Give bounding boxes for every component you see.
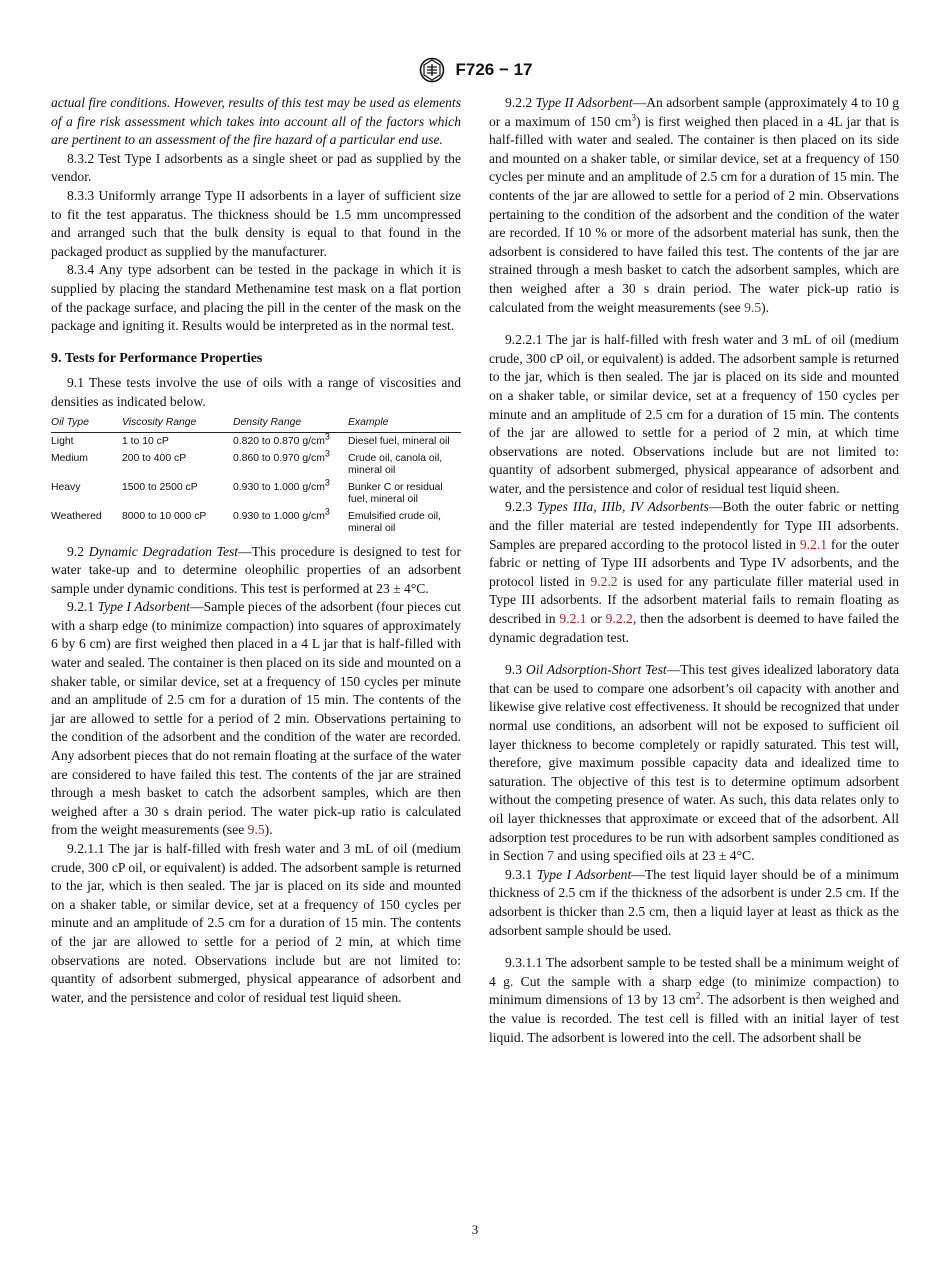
table-row — [51, 479, 461, 508]
density-superscript: 3 — [324, 506, 330, 517]
paragraph-9-2-3 — [489, 498, 899, 647]
column-header-example: Example — [348, 415, 461, 433]
clause-number: 9.2.1 — [67, 599, 95, 615]
paragraph-9-2 — [51, 543, 461, 599]
density-value: 0.930 to 1.000 g/cm — [233, 481, 325, 493]
clause-text: , then the adsorbent is deemed to have failed the dynamic degradation test. — [489, 611, 899, 645]
table-row — [51, 450, 461, 479]
clause-text: 9.3.1.1 The adsorbent sample to be tested shall be a minimum weight of 4 g. Cut the sample with a sharp edge (to minimize compaction) to minimum dimensions of 13 by 13 cm — [489, 955, 899, 1008]
paragraph-8-3-3: 8.3.3 Uniformly arrange Type II adsorbents in a layer of sufficient size to fit the test apparatus. The thickness should be 1.5 mm uncompressed and arranged such that the bulk density is equal to that found in the packaged product as supplied by the manufacturer. — [51, 187, 461, 259]
oil-type-cell: Weathered — [51, 510, 102, 522]
paragraph-9-3-1 — [489, 866, 899, 940]
clause-text: or — [586, 611, 606, 627]
clause-title: Type I Adsorbent — [97, 599, 191, 615]
clause-text: ) is first weighed then placed in a 4L jar that is half-filled with water and sealed. The container is then placed on its side and mounted on a shaker table, or similar device, set at a frequency of 150 cycles per minute and an amplitude of 2.5 cm for a duration of 15 min. The contents of the jar are allowed to settle for a period of 2 min. Observations pertaining to the condition of the adsorbent and the condition of the water are recorded. If 10 % or more of the adsorbent material has sunk, then the adsorbent is considered to have failed this test. The contents of the jar are strained through a mesh basket to catch the adsorbent samples, which are then weighed after a 30 s drain period. The water pick-up ratio is calculated from the weight measurements (see — [489, 113, 900, 315]
section-9-heading: 9. Tests for Performance Properties — [51, 350, 263, 366]
viscosity-cell: 1 to 10 cP — [122, 436, 169, 447]
clause-text: —This procedure is designed to test for water take-up and to determine oleophilic properties of an adsorbent sample under dynamic conditions. This test is performed at 23 ± 4°C. — [51, 543, 461, 596]
paragraph-fire-continuation: actual fire conditions. However, results of this test may be used as elements of a fire risk assessment which takes into account all of the factors which are pertinent to an assessment of the fire hazard of a particular end use. — [51, 95, 461, 148]
paragraph-9-3-1-1 — [489, 954, 899, 1047]
clause-text: —This test gives idealized laboratory data that can be used to compare one adsorbent’s oil capacity with another and likewise give relative cost effectiveness. It should be recognized that under normal use conditions, an adsorbent will not be exposed to sufficient oil layer thickness to become completely or rapidly saturated. This test will, therefore, give maximum possible capacity data and idealized time to saturation. The objective of this test is to determine optimum adsorbent without the competing presence of water. As such, this data relates only to oil layer thicknesses that approximate or exceed that of the adsorbent. All adsorption test procedures to be run with adsorbent samples conditioned as in Section — [489, 662, 899, 864]
paragraph-8-3-2: 8.3.2 Test Type I adsorbents as a single sheet or pad as supplied by the vendor. — [51, 150, 461, 185]
clause-text: —The test liquid layer should be of a minimum thickness of 2.5 cm if the thickness of the adsorbent is under 2.5 cm. If the adsorbent is thicker than 2.5 cm, then a liquid layer at least as thick as the adsorbent sample should be used. — [489, 866, 899, 938]
density-cell — [233, 508, 348, 537]
clause-text-end: ). — [761, 299, 770, 315]
superscript: 3 — [631, 112, 636, 123]
example-cell: Bunker C or residual fuel, mineral oil — [348, 481, 443, 505]
density-superscript: 3 — [324, 477, 330, 488]
density-cell — [233, 479, 348, 508]
clause-title: Type II Adsorbent — [535, 95, 633, 110]
clause-text: and using specified oils at 23 ± 4°C. — [553, 848, 755, 864]
clause-number: 9.2.2 — [505, 95, 533, 110]
example-cell: Diesel fuel, mineral oil — [348, 436, 450, 447]
viscosity-cell: 8000 to 10 000 cP — [122, 510, 207, 522]
clause-title: Types IIIa, IIIb, IV Adsorbents — [537, 499, 709, 515]
clause-text-end: ). — [264, 822, 273, 838]
left-column — [51, 94, 461, 1007]
paragraph-8-3-4: 8.3.4 Any type adsorbent can be tested in the package in which it is supplied by placing the standard Methenamine test mask on a flat portion of the package surface, and placing the pill in the center of the mask on the package and igniting it. Results would be interpreted as in the normal test. — [51, 262, 461, 334]
cross-reference-link[interactable]: 9.2.2 — [605, 611, 633, 627]
oil-type-cell: Light — [51, 436, 74, 447]
clause-text: for the outer fabric or netting of Type III adsorbents and Type IV adsorbents, and the protocol listed in — [489, 536, 899, 589]
paragraph-9-1: 9.1 These tests involve the use of oils with a range of viscosities and densities as indicated below. — [51, 375, 461, 409]
cross-reference-link[interactable]: 9.5 — [247, 822, 265, 838]
oil-type-cell: Medium — [51, 452, 88, 464]
clause-text: —Sample pieces of the adsorbent (four pieces cut with a sharp edge (to minimize compaction) into squares of approximately 6 by 6 cm) are first weighed then placed in a 4 L jar that is half-filled with water and sealed. The container is then placed on its side and mounted on a shaker table, or similar device, set at a frequency of 150 cycles per minute and an amplitude of 2.5 cm for a duration of 15 min. The contents of the jar are allowed to settle for a period of 2 min. Observations pertaining to the condition of the adsorbent and the condition of the water are recorded. Any adsorbent pieces that do not remain floating at the surface of the water are considered to have failed this test. The contents of the jar are strained through a mesh basket to catch the adsorbent samples, which are then weighed after a 30 s drain period. The water pick-up ratio is calculated from the weight measurements (see — [51, 599, 461, 838]
column-header-oil-type: Oil Type — [51, 415, 122, 433]
page-header — [0, 56, 950, 84]
paragraph-9-3 — [489, 661, 899, 866]
column-header-density: Density Range — [233, 415, 348, 433]
paragraph-9-2-1-1: 9.2.1.1 The jar is half-filled with fresh water and 3 mL of oil (medium crude, 300 cP oil, or equivalent) is added. The adsorbent sample is returned to the jar, which is then sealed. The jar is placed on its side and mounted on a shaker table, or similar device, set at a frequency of 150 cycles per minute and an amplitude of 2.5 cm for a duration of 15 min. The contents of the jar are allowed to settle for a period of 2 min, at which time observations are noted. Observations include but are not limited to: quantity of adsorbent submerged, physical appearance of adsorbent and water, and the persistence and color of residual test liquid sheen. — [51, 841, 461, 1005]
density-cell — [233, 450, 348, 479]
clause-text: —Both the outer fabric or netting and the filler material are tested independently for Type III adsorbents. Samples are prepared according to the protocol listed in — [489, 499, 899, 552]
astm-logo-icon — [417, 57, 447, 83]
clause-number: 9.2.3 — [505, 499, 533, 515]
cross-reference-link[interactable]: 7 — [547, 848, 554, 864]
viscosity-cell: 200 to 400 cP — [122, 452, 187, 464]
density-superscript: 3 — [324, 431, 330, 442]
clause-title: Type I Adsorbent — [536, 866, 632, 882]
right-column — [489, 94, 899, 1047]
cross-reference-link[interactable]: 9.2.2 — [590, 573, 618, 589]
density-superscript: 3 — [324, 448, 330, 459]
document-designation: F726 − 17 — [455, 60, 533, 79]
density-value: 0.860 to 0.970 g/cm — [233, 452, 325, 464]
oil-properties-table — [51, 415, 461, 537]
example-cell: Crude oil, canola oil, mineral oil — [348, 452, 443, 476]
viscosity-cell: 1500 to 2500 cP — [122, 481, 198, 493]
cross-reference-link[interactable]: 9.5 — [744, 299, 762, 315]
paragraph-9-2-2-1: 9.2.2.1 The jar is half-filled with fresh water and 3 mL of oil (medium crude, 300 cP oil, or equivalent) is added. The adsorbent sample is returned to the jar, which is then sealed. The jar is placed on its side and mounted on a shaker table, or similar device, set at a frequency of 150 cycles per minute and an amplitude of 2.5 cm for a duration of 15 min. The contents of the jar are allowed to settle for a period of 2 min, at which time observations are noted. Observations include but are not limited to: quantity of adsorbent submerged, physical appearance of adsorbent and water, and the persistence and color of residual test liquid sheen. — [489, 332, 899, 496]
table-header-row — [51, 415, 461, 433]
clause-number: 9.3 — [505, 662, 522, 678]
cross-reference-link[interactable]: 9.2.1 — [559, 611, 587, 627]
clause-number: 9.2 — [67, 543, 84, 559]
density-value: 0.820 to 0.870 g/cm — [233, 436, 325, 447]
superscript: 2 — [695, 990, 701, 1001]
clause-text: is used for any particulate filler material used in Type III adsorbents. If the adsorbent material fails to remain floating as described in — [489, 573, 899, 627]
density-value: 0.930 to 1.000 g/cm — [233, 510, 325, 522]
page-number: 3 — [471, 1222, 479, 1237]
clause-number: 9.3.1 — [505, 866, 533, 882]
clause-text: . The adsorbent is then weighed and the value is recorded. The test cell is filled with an initial layer of test liquid. The adsorbent is lowered into the cell. The adsorbent shall be — [489, 992, 899, 1045]
cross-reference-link[interactable]: 9.2.1 — [799, 536, 828, 552]
clause-title: Oil Adsorption-Short Test — [525, 662, 667, 678]
clause-title: Dynamic Degradation Test — [88, 543, 239, 559]
column-header-viscosity: Viscosity Range — [122, 415, 233, 433]
clause-text: —An adsorbent sample (approximately 4 to 10 g or a maximum of 150 cm — [489, 95, 900, 129]
example-cell: Emulsified crude oil, mineral oil — [348, 510, 441, 534]
table-row — [51, 508, 461, 537]
paragraph-9-2-1 — [51, 598, 461, 840]
table-row — [51, 433, 461, 450]
oil-type-cell: Heavy — [51, 481, 81, 493]
density-cell — [233, 433, 348, 450]
paragraph-9-2-2 — [489, 94, 899, 317]
